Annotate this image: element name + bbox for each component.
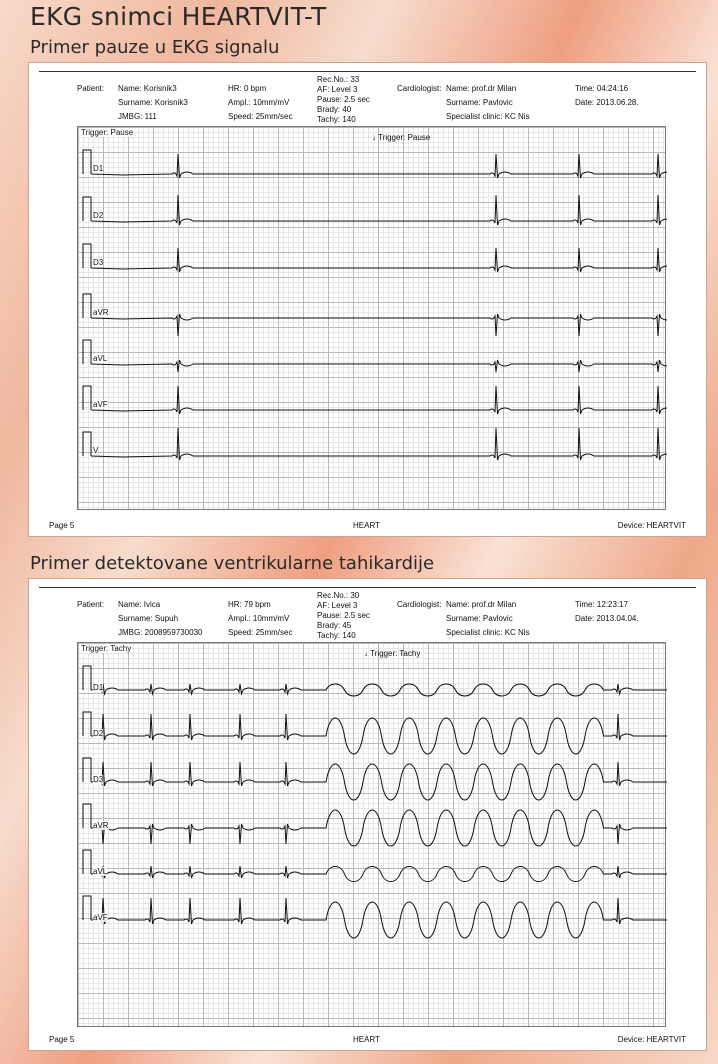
ekg-grid — [77, 126, 666, 510]
ekg-trace-d2 — [83, 195, 667, 225]
lead-label-d3: D3 — [93, 775, 104, 784]
ekg-trace-avf — [83, 386, 667, 414]
lead-label-d1: D1 — [93, 164, 104, 173]
ekg-trace-avf — [83, 896, 667, 938]
cardiologist-surname: Surname: Pavlovic — [446, 98, 513, 107]
patient-jmbg: JMBG: 2008959730030 — [118, 628, 203, 637]
lead-label-d2: D2 — [93, 211, 104, 220]
patient-label: Patient: — [77, 600, 105, 609]
record-time: Time: 04:24:16 — [575, 84, 629, 93]
record-time: Time: 12:23:17 — [575, 600, 629, 609]
brady-threshold: Brady: 40 — [317, 105, 352, 114]
cardiologist-name: Name: prof.dr Milan — [446, 84, 517, 93]
record-date: Date: 2013.04.04. — [575, 614, 639, 623]
ekg-trace-avl — [83, 340, 667, 372]
speed: Speed: 25mm/sec — [228, 112, 293, 121]
rec-no: Rec.No.: 33 — [317, 75, 360, 84]
trigger-marker-label: Trigger: Tachy — [370, 649, 421, 658]
pause-threshold: Pause: 2.5 sec — [317, 611, 370, 620]
ekg-trace-d2 — [83, 712, 667, 754]
section-pause-heading: Primer pauze u EKG signalu — [30, 37, 280, 58]
amplitude: Ampl.: 10mm/mV — [228, 614, 290, 623]
cardiologist-surname: Surname: Pavlovic — [446, 614, 513, 623]
af-level: AF: Level 3 — [317, 601, 358, 610]
trigger-arrow-icon: ↓ — [364, 649, 368, 658]
header-rule — [39, 587, 696, 588]
rec-no: Rec.No.: 30 — [317, 591, 360, 600]
specialist-clinic: Specialist clinic: KC Nis — [446, 112, 530, 121]
lead-label-avl: aVL — [93, 867, 108, 876]
ekg-traces — [78, 127, 667, 511]
brady-threshold: Brady: 45 — [317, 621, 352, 630]
footer-device: Device: HEARTVIT — [617, 1035, 686, 1044]
cardiologist-name: Name: prof.dr Milan — [446, 600, 517, 609]
trigger-marker — [372, 133, 430, 142]
trigger-label: Trigger: Tachy — [81, 644, 132, 653]
patient-label: Patient: — [77, 84, 105, 93]
ekg-trace-v — [83, 428, 667, 460]
lead-label-d2: D2 — [93, 729, 104, 738]
patient-name: Name: Ivica — [118, 600, 161, 609]
lead-label-avf: aVF — [93, 400, 108, 409]
tachy-threshold: Tachy: 140 — [317, 115, 356, 124]
footer-device: Device: HEARTVIT — [617, 521, 686, 530]
patient-surname: Surname: Supuh — [118, 614, 179, 623]
lead-label-v: V — [93, 446, 99, 455]
patient-name: Name: Korisnik3 — [118, 84, 177, 93]
heart-rate: HR: 79 bpm — [228, 600, 271, 609]
record-date: Date: 2013.06.28. — [575, 98, 639, 107]
ekg-trace-d3 — [83, 244, 667, 272]
lead-label-avr: aVR — [93, 821, 109, 830]
specialist-clinic: Specialist clinic: KC Nis — [446, 628, 530, 637]
ekg-report-tachy — [28, 578, 707, 1051]
lead-label-avl: aVL — [93, 354, 108, 363]
speed: Speed: 25mm/sec — [228, 628, 293, 637]
cardiologist-label: Cardiologist: — [397, 600, 442, 609]
ekg-trace-d3 — [83, 758, 667, 800]
section-tachy-heading: Primer detektovane ventrikularne tahikardije — [30, 553, 435, 574]
trigger-label: Trigger: Pause — [81, 128, 134, 137]
ekg-report-pause — [28, 62, 707, 537]
ekg-trace-avl — [83, 850, 667, 882]
footer-page: Page 5 — [49, 1035, 75, 1044]
lead-label-d3: D3 — [93, 258, 104, 267]
ekg-trace-d1 — [83, 150, 667, 178]
cardiologist-label: Cardiologist: — [397, 84, 442, 93]
af-level: AF: Level 3 — [317, 85, 358, 94]
lead-label-avr: aVR — [93, 308, 109, 317]
header-rule — [39, 71, 696, 72]
trigger-marker-label: Trigger: Pause — [378, 133, 431, 142]
ekg-trace-avr — [83, 294, 667, 336]
tachy-threshold: Tachy: 140 — [317, 631, 356, 640]
ekg-grid — [77, 642, 666, 1027]
footer-center: HEART — [353, 1035, 380, 1044]
heart-rate: HR: 0 bpm — [228, 84, 267, 93]
ekg-trace-avr — [83, 804, 667, 846]
trigger-arrow-icon: ↓ — [372, 133, 376, 142]
footer-center: HEART — [353, 521, 380, 530]
lead-label-avf: aVF — [93, 913, 108, 922]
document-title: EKG snimci HEARTVIT-T — [30, 2, 327, 31]
lead-label-d1: D1 — [93, 683, 104, 692]
patient-jmbg: JMBG: 111 — [118, 112, 157, 121]
trigger-marker — [364, 649, 420, 658]
footer-page: Page 5 — [49, 521, 75, 530]
ekg-trace-d1 — [83, 666, 667, 696]
patient-surname: Surname: Korisnik3 — [118, 98, 188, 107]
ekg-traces — [78, 643, 667, 1028]
pause-threshold: Pause: 2.5 sec — [317, 95, 370, 104]
amplitude: Ampl.: 10mm/mV — [228, 98, 290, 107]
